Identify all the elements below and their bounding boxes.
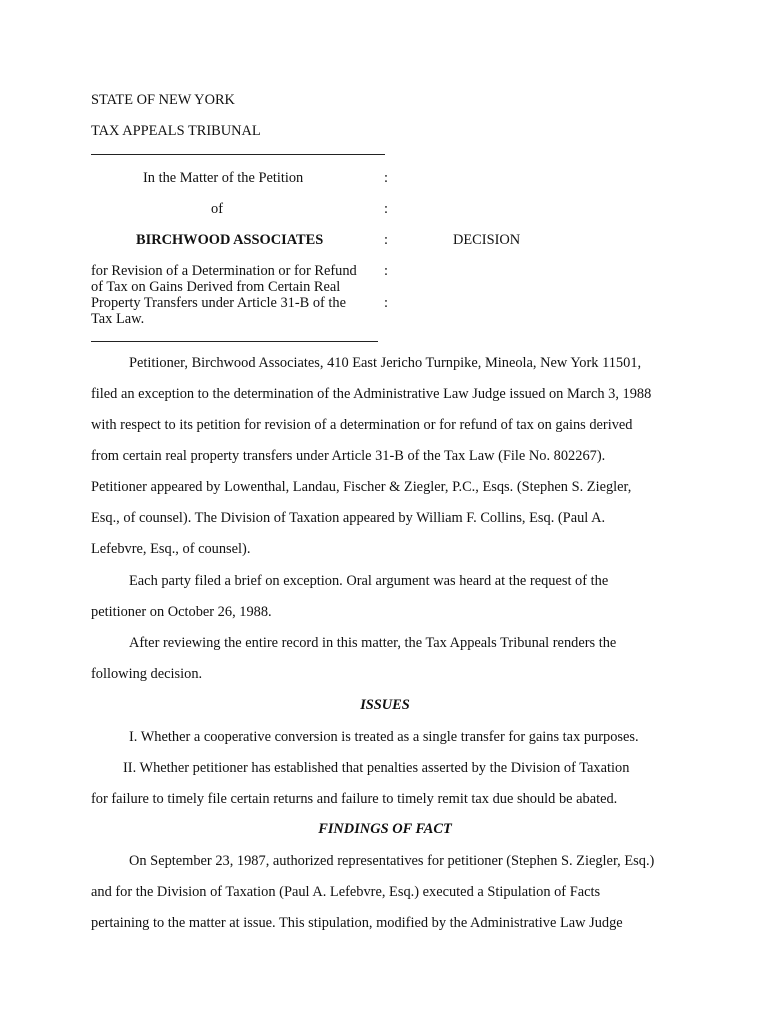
body-line: Each party filed a brief on exception. Oral argument was heard at the request of the (129, 573, 609, 589)
of-line: of (211, 201, 223, 217)
body-line: Petitioner, Birchwood Associates, 410 East Jericho Turnpike, Mineola, New York 11501, (129, 355, 642, 371)
issue-item: I. Whether a cooperative conversion is treated as a single transfer for gains tax purposes. (129, 729, 639, 745)
body-line: pertaining to the matter at issue. This stipulation, modified by the Administrative Law Judge (91, 915, 623, 931)
body-line: Lefebvre, Esq., of counsel). (91, 541, 251, 557)
caption-colon: : (384, 232, 388, 248)
purpose-line: for Revision of a Determination or for Refund (91, 263, 357, 279)
caption-colon: : (384, 170, 388, 186)
body-line: After reviewing the entire record in this matter, the Tax Appeals Tribunal renders the (129, 635, 617, 651)
issue-item: II. Whether petitioner has established that penalties asserted by the Division of Taxation (123, 760, 630, 776)
caption-colon: : (384, 295, 388, 311)
party-name: BIRCHWOOD ASSOCIATES (136, 232, 324, 248)
caption-bottom-rule (91, 341, 378, 342)
caption-top-rule (91, 154, 385, 155)
body-line: filed an exception to the determination of the Administrative Law Judge issued on March 3, 1988 (91, 386, 652, 402)
body-line: petitioner on October 26, 1988. (91, 604, 272, 620)
findings-heading: FINDINGS OF FACT (318, 821, 452, 837)
decision-label: DECISION (453, 232, 521, 248)
purpose-line: Property Transfers under Article 31-B of the (91, 295, 346, 311)
purpose-line: Tax Law. (91, 311, 145, 327)
body-line: Esq., of counsel). The Division of Taxation appeared by William F. Collins, Esq. (Paul A. (91, 510, 606, 526)
caption-colon: : (384, 201, 388, 217)
body-line: Petitioner appeared by Lowenthal, Landau, Fischer & Ziegler, P.C., Esqs. (Stephen S. Ziegler, (91, 479, 632, 495)
body-line: and for the Division of Taxation (Paul A. Lefebvre, Esq.) executed a Stipulation of Facts (91, 884, 601, 900)
state-heading: STATE OF NEW YORK (91, 92, 235, 108)
body-line: following decision. (91, 666, 203, 682)
issue-item-continued: for failure to timely file certain returns and failure to timely remit tax due should be abated. (91, 791, 618, 807)
body-line: from certain real property transfers under Article 31-B of the Tax Law (File No. 802267). (91, 448, 606, 464)
caption-colon: : (384, 263, 388, 279)
tribunal-heading: TAX APPEALS TRIBUNAL (91, 123, 261, 139)
matter-line: In the Matter of the Petition (143, 170, 304, 186)
issues-heading: ISSUES (360, 697, 410, 713)
body-line: On September 23, 1987, authorized representatives for petitioner (Stephen S. Ziegler, Esq.) (129, 853, 655, 869)
purpose-line: of Tax on Gains Derived from Certain Real (91, 279, 341, 295)
body-line: with respect to its petition for revision of a determination or for refund of tax on gains derived (91, 417, 633, 433)
